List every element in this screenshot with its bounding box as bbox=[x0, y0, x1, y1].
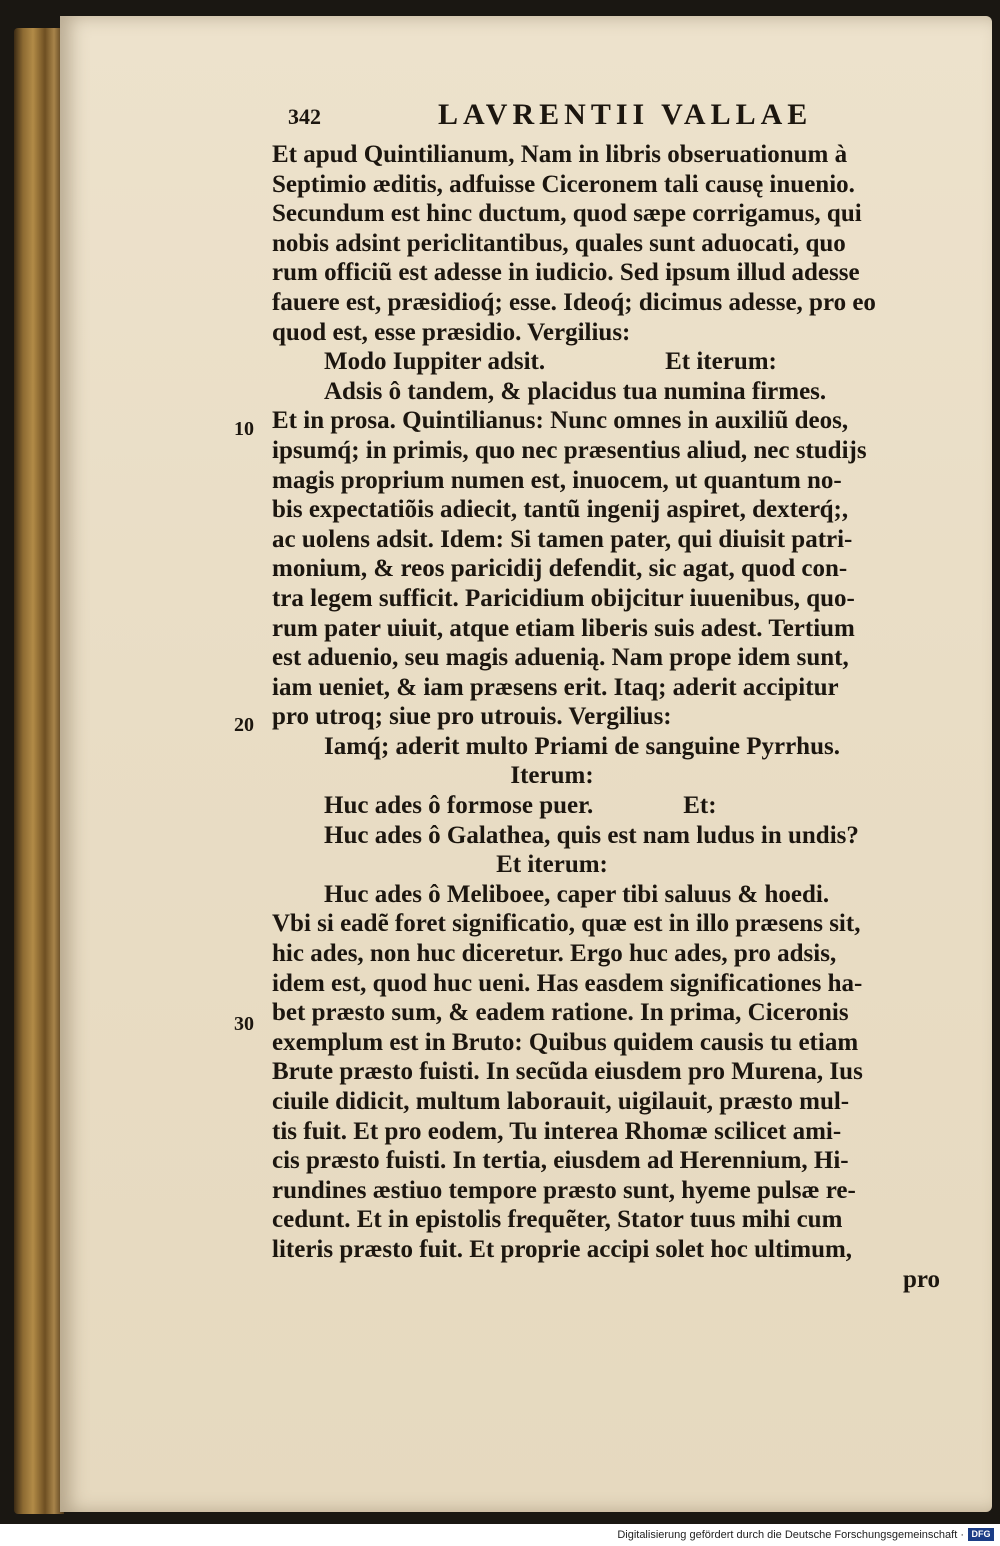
verse-line: Iamq́; aderit multo Priami de sanguine Pyrrhus. bbox=[324, 732, 840, 760]
text-line: rum officiũ est adesse in iudicio. Sed ipsum illud adesse bbox=[272, 259, 860, 287]
text-line: fauere est, præsidioq́; esse. Ideoq́; dicimus adesse, pro eo bbox=[272, 288, 876, 316]
text-line: tis fuit. Et pro eodem, Tu interea Rhomæ scilicet ami- bbox=[272, 1117, 842, 1145]
text-line: rum pater uiuit, atque etiam liberis suis adest. Tertium bbox=[272, 614, 855, 642]
funding-credit: Digitalisierung gefördert durch die Deutsche Forschungsgemeinschaft · bbox=[617, 1529, 964, 1541]
text-line: iam ueniet, & iam præsens erit. Itaq; aderit accipitur bbox=[272, 673, 839, 701]
text-line: cis præsto fuisti. In tertia, eiusdem ad Herennium, Hi- bbox=[272, 1147, 849, 1175]
verse-line: Huc ades ô Galathea, quis est nam ludus in undis? bbox=[324, 821, 859, 849]
text-line: hic ades, non huc diceretur. Ergo huc ades, pro adsis, bbox=[272, 940, 837, 968]
line-number-30: 30 bbox=[234, 1013, 254, 1035]
text-line: nobis adsint periclitantibus, quales sunt aduocati, quo bbox=[272, 229, 846, 257]
verse-line bbox=[272, 347, 952, 377]
text-line: monium, & reos paricidij defendit, sic agat, quod con- bbox=[272, 555, 848, 583]
text-line: quod est, esse præsidio. Vergilius: bbox=[272, 318, 631, 346]
text-line: idem est, quod huc ueni. Has easdem significationes ha- bbox=[272, 969, 863, 997]
verse-text: Et: bbox=[683, 792, 717, 820]
text-line: magis proprium numen est, inuocem, ut quantum no- bbox=[272, 466, 842, 494]
book-fore-edge bbox=[14, 28, 64, 1514]
verse-text: Huc ades ô formose puer. bbox=[324, 792, 594, 820]
page-number: 342 bbox=[288, 104, 321, 129]
text-line: tra legem sufficit. Paricidium obijcitur iuuenibus, quo- bbox=[272, 584, 855, 612]
text-line: Vbi si eadẽ foret significatio, quæ est in illo præsens sit, bbox=[272, 910, 861, 938]
text-line: Et in prosa. Quintilianus: Nunc omnes in auxiliũ deos, bbox=[272, 407, 849, 435]
verse-line: Adsis ô tandem, & placidus tua numina firmes. bbox=[324, 377, 827, 405]
verse-heading: Iterum: bbox=[510, 762, 594, 790]
text-line: ciuile didicit, multum laborauit, uigilauit, præsto mul- bbox=[272, 1088, 850, 1115]
text-line: ac uolens adsit. Idem: Si tamen pater, qui diuisit patri- bbox=[272, 525, 853, 553]
text-line: est aduenio, seu magis aduenią. Nam prope idem sunt, bbox=[272, 644, 849, 672]
text-line: ipsumq́; in primis, quo nec præsentius aliud, nec studijs bbox=[272, 436, 867, 464]
text-line: exemplum est in Bruto: Quibus quidem causis tu etiam bbox=[272, 1028, 859, 1056]
running-header bbox=[288, 98, 848, 134]
text-line: rundines æstiuo tempore præsto sunt, hyeme pulsæ re- bbox=[272, 1176, 856, 1204]
text-line: Et apud Quintilianum, Nam in libris obseruationum à bbox=[272, 141, 848, 168]
text-line: bis expectatiõis adiecit, tantũ ingenij aspiret, dexterq́;, bbox=[272, 496, 849, 524]
text-line: Brute præsto fuisti. In secũda eiusdem pro Murena, Ius bbox=[272, 1058, 863, 1086]
text-line: Secundum est hinc ductum, quod sæpe corrigamus, qui bbox=[272, 200, 862, 228]
text-line: pro utroq; siue pro utrouis. Vergilius: bbox=[272, 703, 672, 731]
catchword: pro bbox=[902, 1265, 940, 1293]
text-line: literis præsto fuit. Et proprie accipi solet hoc ultimum, bbox=[272, 1235, 853, 1263]
line-number-10: 10 bbox=[234, 418, 254, 440]
verse-heading: Et iterum: bbox=[496, 851, 608, 879]
verse-line bbox=[272, 791, 952, 821]
verse-text: Et iterum: bbox=[665, 348, 777, 376]
line-number-20: 20 bbox=[234, 714, 254, 736]
text-line: cedunt. Et in epistolis frequẽter, Stator tuus mihi cum bbox=[272, 1206, 843, 1234]
text-line: bet præsto sum, & eadem ratione. In prima, Ciceronis bbox=[272, 999, 849, 1027]
body-text bbox=[272, 140, 952, 1294]
text-line: Septimio æditis, adfuisse Ciceronem tali causę inuenio. bbox=[272, 170, 855, 198]
running-title: LAVRENTII VALLAE bbox=[438, 98, 813, 131]
digitization-footer bbox=[0, 1524, 1000, 1546]
verse-text: Modo Iuppiter adsit. bbox=[324, 348, 546, 376]
dfg-logo: DFG bbox=[968, 1528, 994, 1541]
verse-line: Huc ades ô Meliboee, caper tibi saluus & hoedi. bbox=[324, 880, 830, 908]
